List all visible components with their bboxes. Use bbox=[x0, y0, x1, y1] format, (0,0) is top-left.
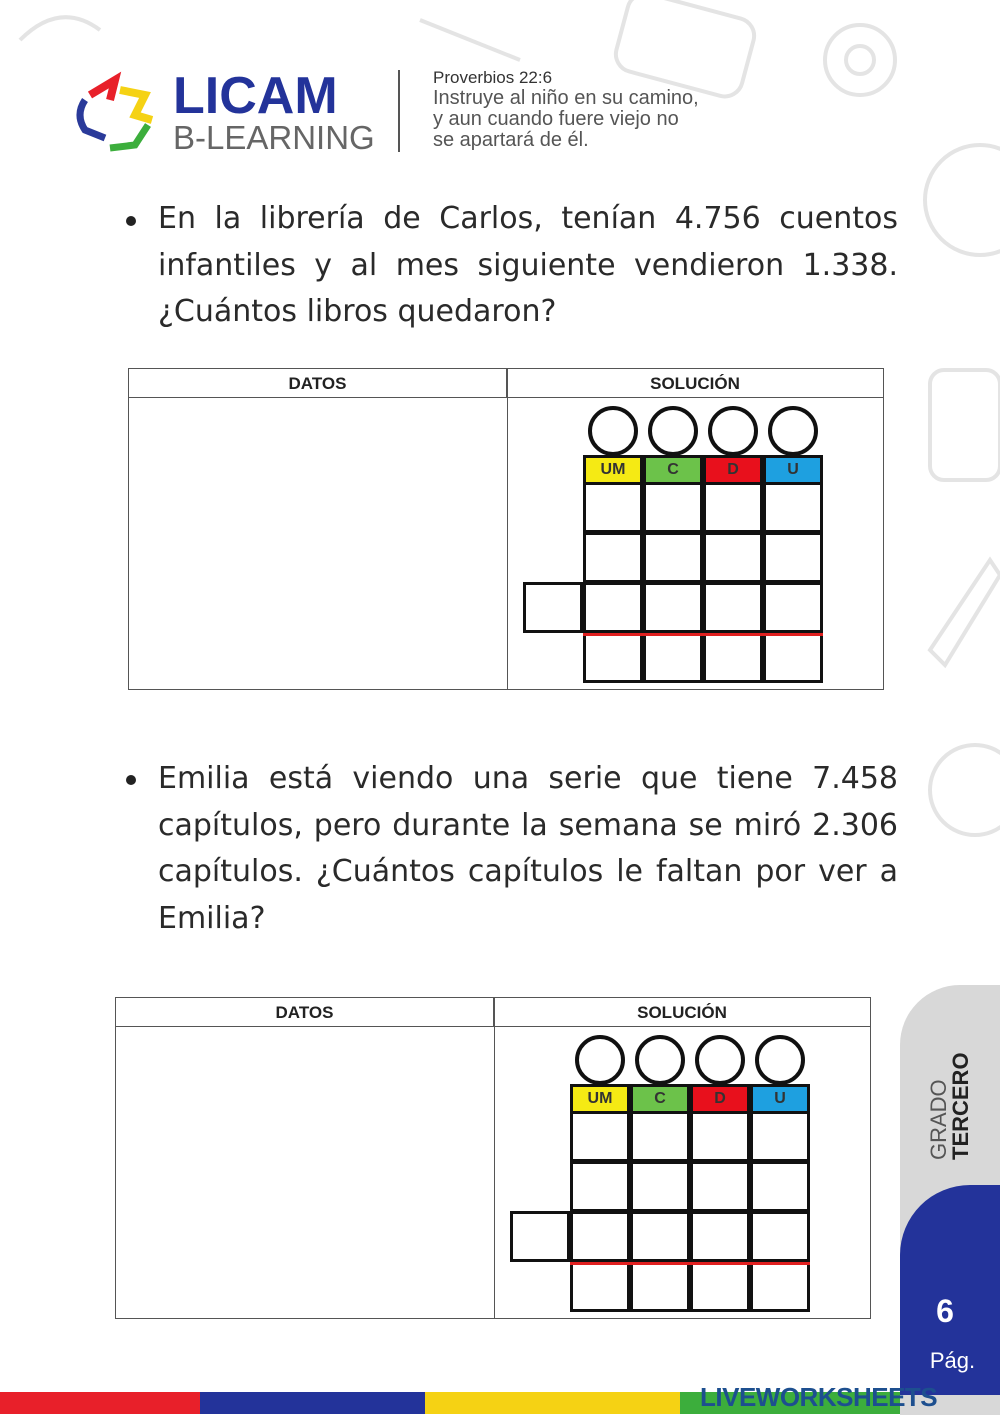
digit-cell[interactable] bbox=[630, 1161, 690, 1212]
footer-stripe-blue bbox=[200, 1392, 425, 1414]
liveworksheets-watermark: LIVEWORKSHEETS bbox=[700, 1382, 938, 1412]
digit-cell[interactable] bbox=[570, 1211, 630, 1262]
digit-cell[interactable] bbox=[703, 582, 763, 633]
place-value-header: C bbox=[643, 455, 703, 485]
digit-cell[interactable] bbox=[643, 582, 703, 633]
digit-cell[interactable] bbox=[703, 532, 763, 583]
digit-cell[interactable] bbox=[690, 1261, 750, 1312]
page-label: Pág. bbox=[929, 1348, 976, 1373]
column-divider bbox=[507, 369, 508, 689]
datos-area[interactable] bbox=[131, 400, 505, 688]
digit-cell[interactable] bbox=[630, 1111, 690, 1162]
header-divider bbox=[398, 70, 400, 152]
digit-cell[interactable] bbox=[690, 1161, 750, 1212]
verse-line: y aun cuando fuere viejo no bbox=[433, 108, 679, 130]
digit-cell[interactable] bbox=[690, 1211, 750, 1262]
digit-cell[interactable] bbox=[570, 1111, 630, 1162]
result-line bbox=[583, 633, 823, 636]
digit-cell[interactable] bbox=[763, 482, 823, 533]
licam-logo bbox=[70, 70, 160, 159]
carry-circle[interactable] bbox=[695, 1035, 745, 1085]
digit-cell[interactable] bbox=[583, 532, 643, 583]
digit-cell[interactable] bbox=[750, 1261, 810, 1312]
result-line bbox=[570, 1262, 810, 1265]
digit-cell[interactable] bbox=[583, 582, 643, 633]
digit-cell[interactable] bbox=[763, 632, 823, 683]
maple-leaf-logo-icon bbox=[70, 70, 160, 155]
digit-cell[interactable] bbox=[763, 532, 823, 583]
verse-reference: Proverbios 22:6 bbox=[433, 68, 553, 87]
place-value-header: UM bbox=[570, 1084, 630, 1114]
place-value-header: D bbox=[703, 455, 763, 485]
grade-word: GRADO bbox=[926, 1079, 951, 1160]
datos-header: DATOS bbox=[116, 998, 494, 1027]
digit-cell[interactable] bbox=[750, 1211, 810, 1262]
grade-label bbox=[928, 1030, 972, 1160]
carry-circle[interactable] bbox=[755, 1035, 805, 1085]
datos-header: DATOS bbox=[129, 369, 507, 398]
digit-cell[interactable] bbox=[643, 482, 703, 533]
datos-area[interactable] bbox=[118, 1029, 492, 1317]
digit-cell[interactable] bbox=[583, 482, 643, 533]
verse-line: se apartará de él. bbox=[433, 129, 589, 151]
column-divider bbox=[494, 998, 495, 1318]
digit-cell[interactable] bbox=[630, 1261, 690, 1312]
grade-level: TERCERO bbox=[948, 1052, 973, 1160]
place-value-header: UM bbox=[583, 455, 643, 485]
brand-name: LICAM bbox=[173, 67, 338, 125]
digit-cell[interactable] bbox=[583, 632, 643, 683]
problem-1-text: En la librería de Carlos, tenían 4.756 cuentos infantiles y al mes siguiente vendieron 1.338. ¿Cuántos libros quedaron? bbox=[158, 201, 898, 329]
digit-cell[interactable] bbox=[703, 482, 763, 533]
digit-cell[interactable] bbox=[630, 1211, 690, 1262]
problem-2-text: Emilia está viendo una serie que tiene 7.458 capítulos, pero durante la semana se miró 2.306 capítulos. ¿Cuántos capítulos le faltan por ver a Emilia? bbox=[158, 761, 898, 936]
page-number: 6 bbox=[936, 1293, 954, 1329]
digit-cell[interactable] bbox=[763, 582, 823, 633]
brand-subtitle: B-LEARNING bbox=[173, 119, 375, 156]
solucion-header: SOLUCIÓN bbox=[494, 998, 870, 1027]
bullet bbox=[126, 775, 136, 785]
operator-cell[interactable] bbox=[510, 1211, 570, 1262]
carry-circle[interactable] bbox=[635, 1035, 685, 1085]
footer-stripe-yellow bbox=[425, 1392, 680, 1414]
verse-line: Instruye al niño en su camino, bbox=[433, 87, 699, 109]
verse-text bbox=[433, 88, 699, 151]
problem-1-table bbox=[128, 368, 884, 690]
digit-cell[interactable] bbox=[643, 532, 703, 583]
footer-stripe-red bbox=[0, 1392, 200, 1414]
place-value-header: D bbox=[690, 1084, 750, 1114]
carry-circle[interactable] bbox=[575, 1035, 625, 1085]
operator-cell[interactable] bbox=[523, 582, 583, 633]
digit-cell[interactable] bbox=[703, 632, 763, 683]
carry-circle[interactable] bbox=[708, 406, 758, 456]
solucion-header: SOLUCIÓN bbox=[507, 369, 883, 398]
digit-cell[interactable] bbox=[750, 1111, 810, 1162]
digit-cell[interactable] bbox=[570, 1161, 630, 1212]
digit-cell[interactable] bbox=[570, 1261, 630, 1312]
problem-2-table bbox=[115, 997, 871, 1319]
carry-circle[interactable] bbox=[648, 406, 698, 456]
digit-cell[interactable] bbox=[643, 632, 703, 683]
digit-cell[interactable] bbox=[690, 1111, 750, 1162]
bullet bbox=[126, 216, 136, 226]
digit-cell[interactable] bbox=[750, 1161, 810, 1212]
carry-circle[interactable] bbox=[588, 406, 638, 456]
place-value-header: U bbox=[750, 1084, 810, 1114]
carry-circle[interactable] bbox=[768, 406, 818, 456]
place-value-header: C bbox=[630, 1084, 690, 1114]
place-value-header: U bbox=[763, 455, 823, 485]
